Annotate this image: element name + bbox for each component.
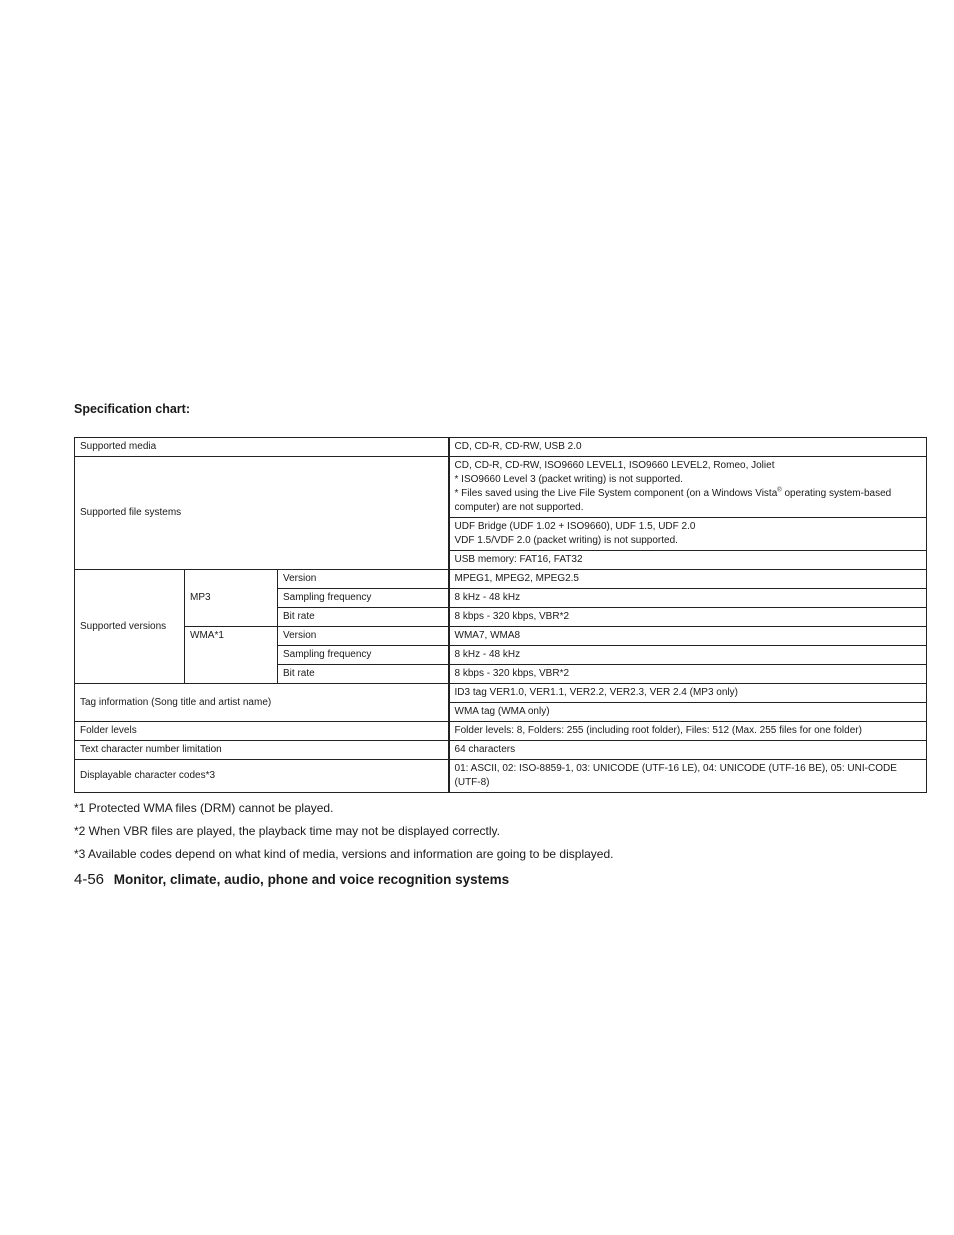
section-heading: Specification chart: — [74, 402, 190, 416]
wma-bitrate-label: Bit rate — [278, 665, 449, 684]
table-row — [75, 457, 927, 518]
row-label-text-limit: Text character number limitation — [75, 741, 449, 760]
row-value-file-systems-udf — [449, 518, 927, 551]
row-value-tag-id3: ID3 tag VER1.0, VER1.1, VER2.2, VER2.3, VER 2.4 (MP3 only) — [449, 684, 927, 703]
table-row — [75, 760, 927, 793]
row-value-supported-media: CD, CD-R, CD-RW, USB 2.0 — [449, 438, 927, 457]
row-value-tag-wma: WMA tag (WMA only) — [449, 703, 927, 722]
table-row — [75, 438, 927, 457]
footnote-2: *2 When VBR files are played, the playback time may not be displayed correctly. — [74, 824, 500, 838]
footnotes — [74, 801, 934, 870]
mp3-sampling-value: 8 kHz - 48 kHz — [449, 589, 927, 608]
section-title: Monitor, climate, audio, phone and voice recognition systems — [113, 872, 510, 887]
file-systems-cd-line3a: * Files saved using the Live File System component (on a Windows Vista — [454, 488, 778, 499]
format-label-mp3: MP3 — [185, 570, 278, 627]
mp3-sampling-label: Sampling frequency — [278, 589, 449, 608]
file-systems-udf-line1: UDF Bridge (UDF 1.02 + ISO9660), UDF 1.5, UDF 2.0 — [454, 521, 696, 532]
format-label-wma: WMA*1 — [185, 627, 278, 684]
table-row — [75, 627, 927, 646]
wma-bitrate-value: 8 kbps - 320 kbps, VBR*2 — [449, 665, 927, 684]
row-label-supported-versions: Supported versions — [75, 570, 185, 684]
registered-mark: ® — [777, 487, 782, 494]
wma-sampling-label: Sampling frequency — [278, 646, 449, 665]
page-number: 4-56 — [74, 871, 105, 888]
file-systems-udf-line2: VDF 1.5/VDF 2.0 (packet writing) is not supported. — [454, 535, 678, 546]
table-row — [75, 741, 927, 760]
specification-table — [74, 437, 927, 793]
wma-version-value: WMA7, WMA8 — [449, 627, 927, 646]
wma-sampling-value: 8 kHz - 48 kHz — [449, 646, 927, 665]
row-value-char-codes: 01: ASCII, 02: ISO-8859-1, 03: UNICODE (UTF-16 LE), 04: UNICODE (UTF-16 BE), 05: UNI-CODE (UTF-8) — [449, 760, 927, 793]
row-label-folder-levels: Folder levels — [75, 722, 449, 741]
row-label-supported-media: Supported media — [75, 438, 449, 457]
mp3-bitrate-label: Bit rate — [278, 608, 449, 627]
row-value-file-systems-usb: USB memory: FAT16, FAT32 — [449, 551, 927, 570]
footnote-1: *1 Protected WMA files (DRM) cannot be played. — [74, 801, 334, 815]
mp3-bitrate-value: 8 kbps - 320 kbps, VBR*2 — [449, 608, 927, 627]
row-label-tag-info: Tag information (Song title and artist name) — [75, 684, 449, 722]
row-label-file-systems: Supported file systems — [75, 457, 449, 570]
mp3-version-label: Version — [278, 570, 449, 589]
page-footer — [74, 871, 509, 888]
table-row — [75, 684, 927, 703]
table-row — [75, 722, 927, 741]
footnote-3: *3 Available codes depend on what kind of media, versions and information are going to be displayed. — [74, 847, 614, 861]
mp3-version-value: MPEG1, MPEG2, MPEG2.5 — [449, 570, 927, 589]
wma-version-label: Version — [278, 627, 449, 646]
row-label-char-codes: Displayable character codes*3 — [75, 760, 449, 793]
file-systems-cd-line1: CD, CD-R, CD-RW, ISO9660 LEVEL1, ISO9660 LEVEL2, Romeo, Joliet — [454, 460, 775, 471]
file-systems-cd-line3b: operating system-based computer) are not supported. — [454, 488, 892, 513]
table-row — [75, 570, 927, 589]
row-value-text-limit: 64 characters — [449, 741, 927, 760]
file-systems-cd-line2: * ISO9660 Level 3 (packet writing) is not supported. — [454, 474, 683, 485]
row-value-folder-levels: Folder levels: 8, Folders: 255 (including root folder), Files: 512 (Max. 255 files for one folder) — [449, 722, 927, 741]
row-value-file-systems-cd — [449, 457, 927, 518]
